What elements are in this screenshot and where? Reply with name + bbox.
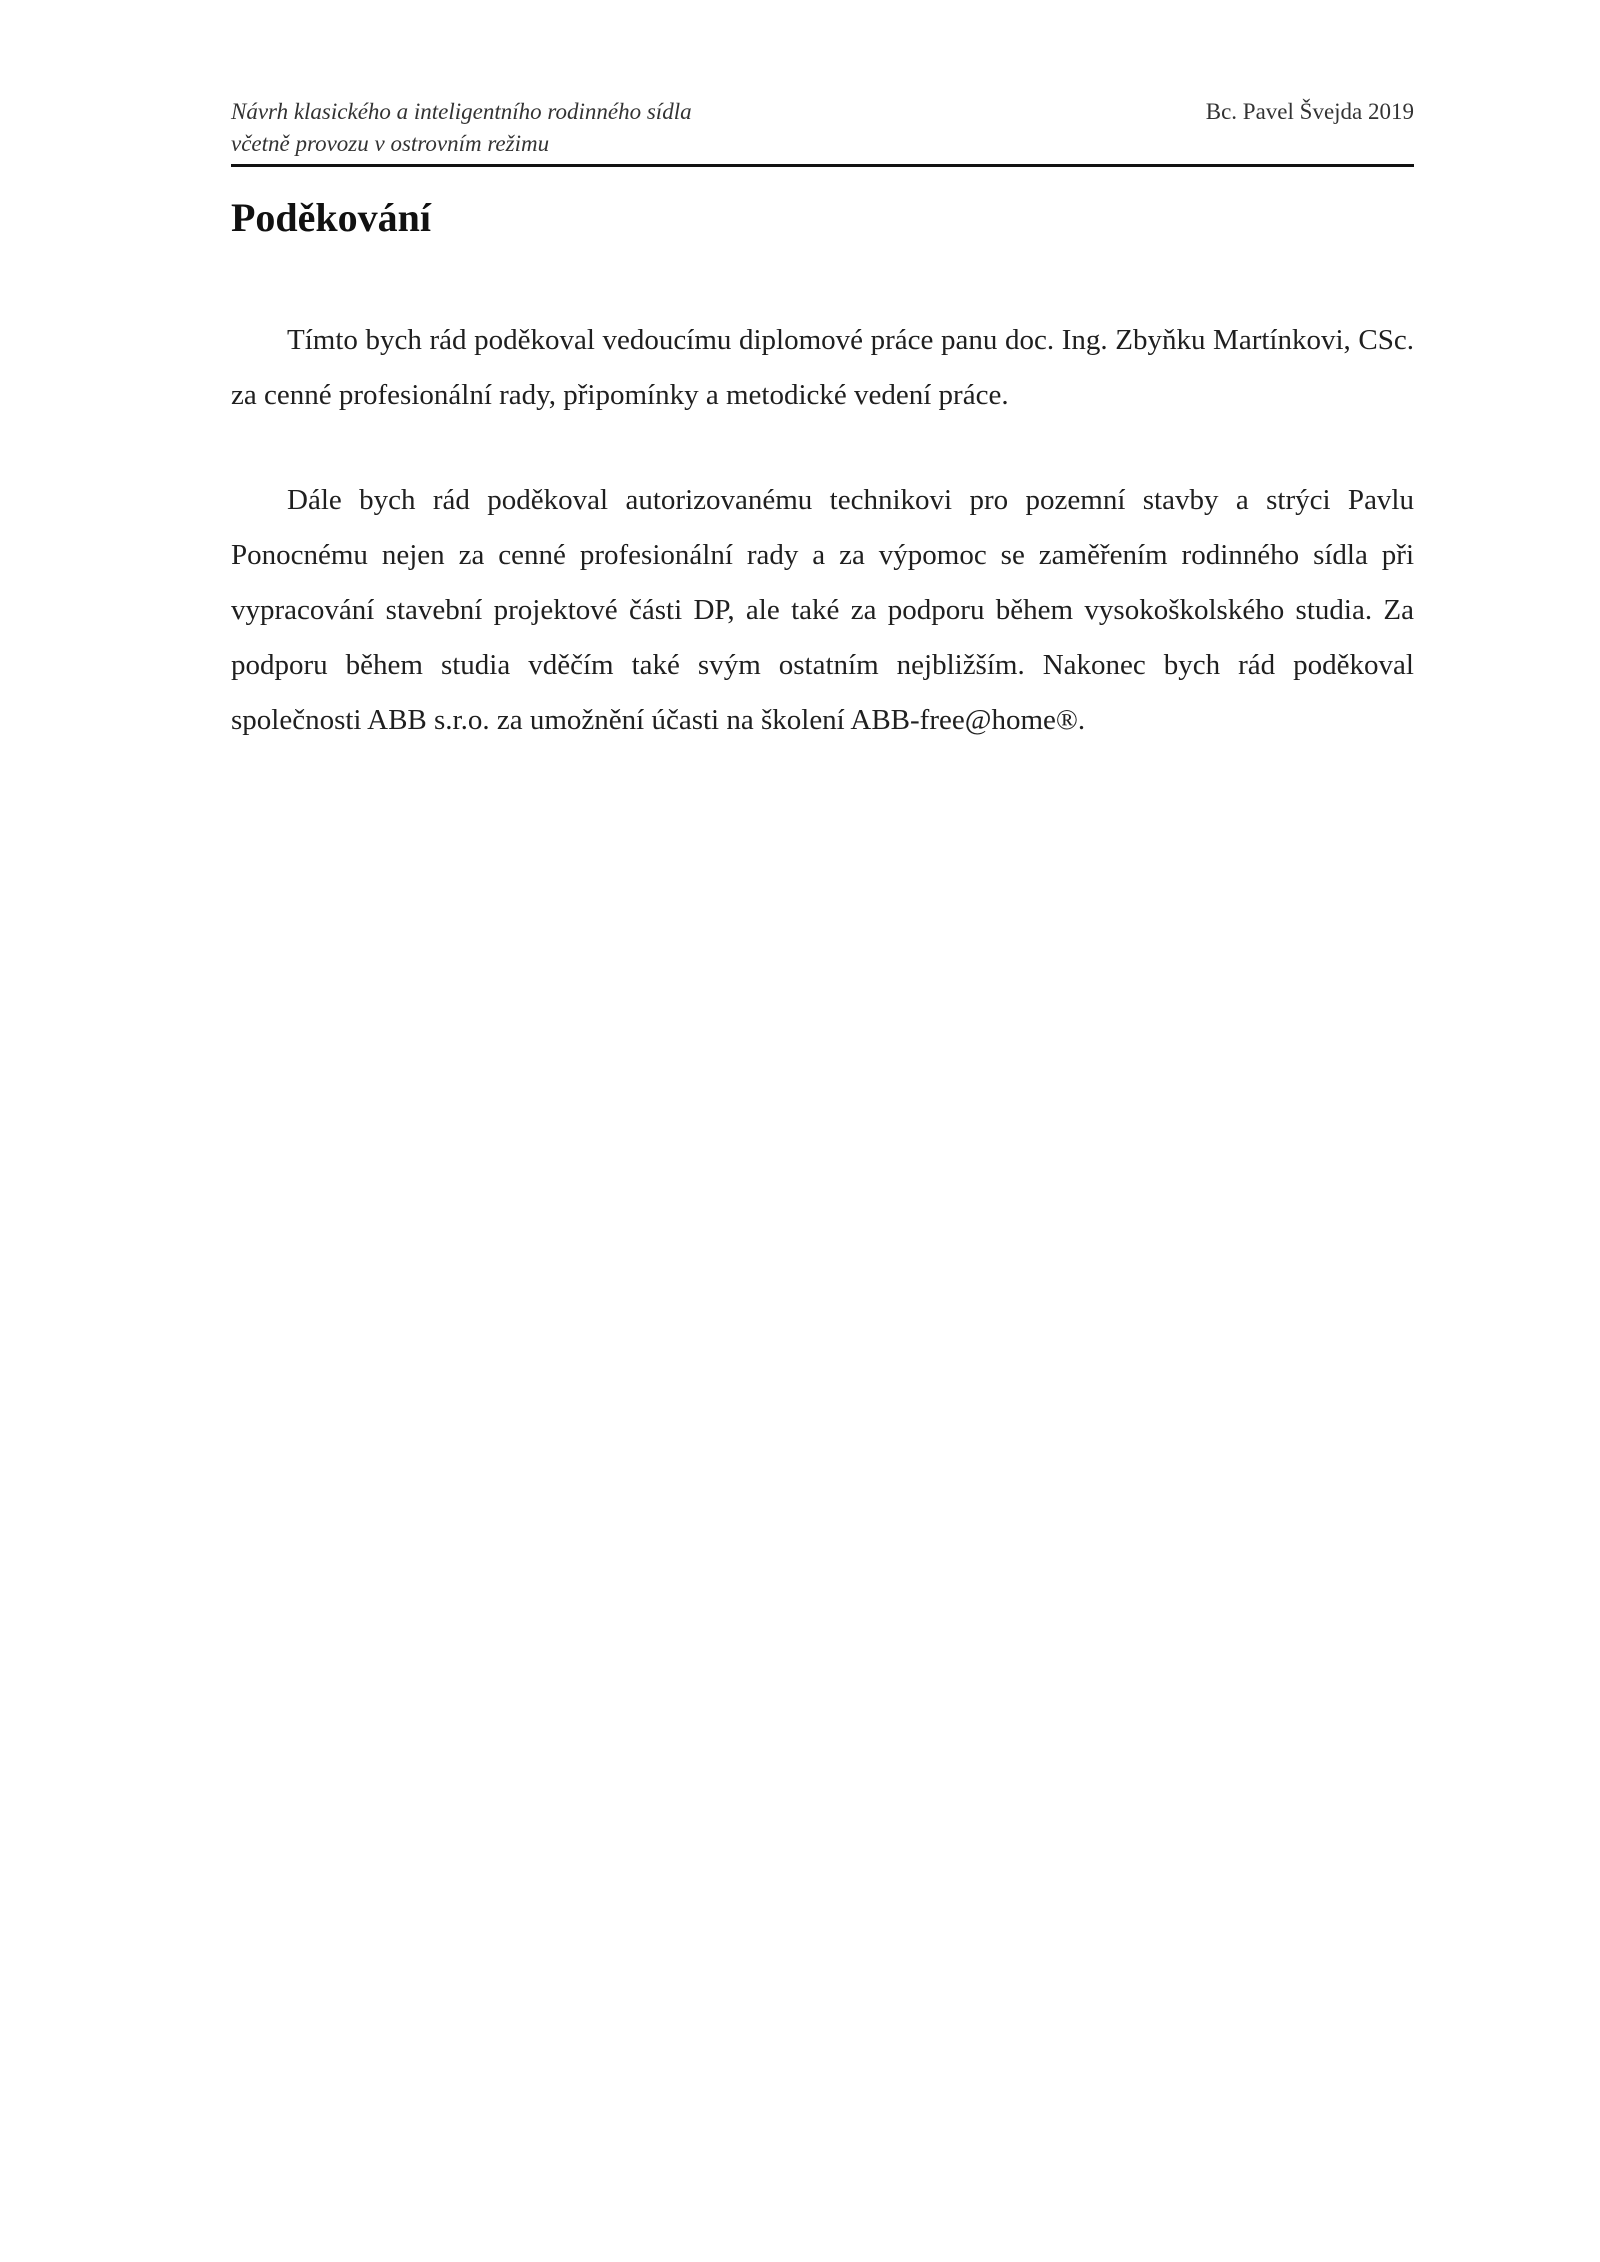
paragraph-2: Dále bych rád poděkoval autorizovanému technikovi pro pozemní stavby a strýci Pavlu Ponocnému nejen za cenné profesionální rady a za výpomoc se zaměřením rodinného sídla při vypracování stavební projektové části DP, ale také za podporu během vysokoškolského studia. Za podporu během studia vděčím také svým ostatním nejbližším. Nakonec bych rád poděkoval společnosti ABB s.r.o. za umožnění účasti na školení ABB-free@home®. (231, 484, 1414, 736)
page-title: Poděkování (231, 195, 432, 240)
page-header (231, 96, 1414, 167)
thesis-title-line-2: včetně provozu v ostrovním režimu (231, 131, 550, 156)
thesis-title (231, 96, 692, 160)
author-year: Bc. Pavel Švejda 2019 (1205, 99, 1414, 124)
acknowledgements-body (231, 313, 1414, 798)
paragraph-1: Tímto bych rád poděkoval vedoucímu diplomové práce panu doc. Ing. Zbyňku Martínkovi, CSc. za cenné profesionální rady, připomínky a metodické vedení práce. (231, 324, 1414, 411)
thesis-title-line-1: Návrh klasického a inteligentního rodinného sídla (231, 99, 692, 124)
